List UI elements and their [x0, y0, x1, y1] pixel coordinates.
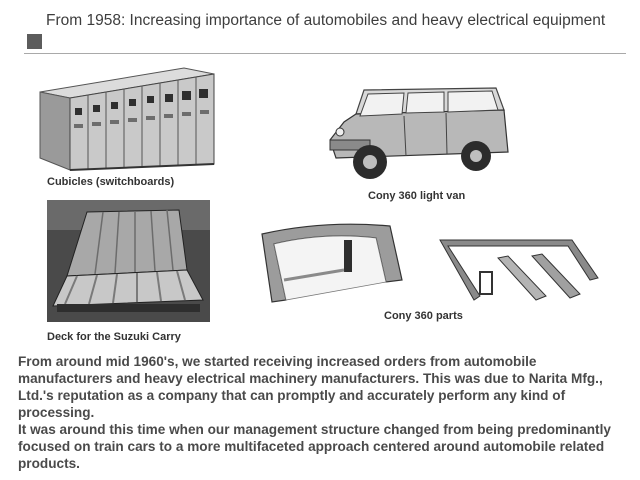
- cubicles-photo: [36, 66, 216, 176]
- light-van-photo: [326, 82, 512, 190]
- section-header: [24, 10, 626, 54]
- paragraph-orders: From around mid 1960's, we started receiving increased orders from automobile manufacturers and heavy electrical machinery manufacturers. This was due to Narita Mfg., Ltd.'s reputation as a company that can promptly and accurately perform any kind of processing.: [18, 354, 603, 420]
- deck-photo: [47, 200, 210, 322]
- parts-frame-photo: [254, 220, 406, 308]
- light-van-caption: Cony 360 light van: [368, 190, 466, 202]
- parts-caption: Cony 360 parts: [384, 310, 463, 322]
- section-title: From 1958: Increasing importance of automobiles and heavy electrical equipment: [46, 12, 606, 29]
- paragraph-management: It was around this time when our management structure changed from being predominantly focused on train cars to a more multifaceted approach centered around automobile related products.: [18, 422, 611, 471]
- deck-caption: Deck for the Suzuki Carry: [47, 331, 181, 343]
- parts-rails-photo: [436, 236, 606, 306]
- bullet-square-icon: [27, 34, 42, 49]
- cubicles-caption: Cubicles (switchboards): [47, 176, 175, 188]
- history-text: [18, 353, 630, 472]
